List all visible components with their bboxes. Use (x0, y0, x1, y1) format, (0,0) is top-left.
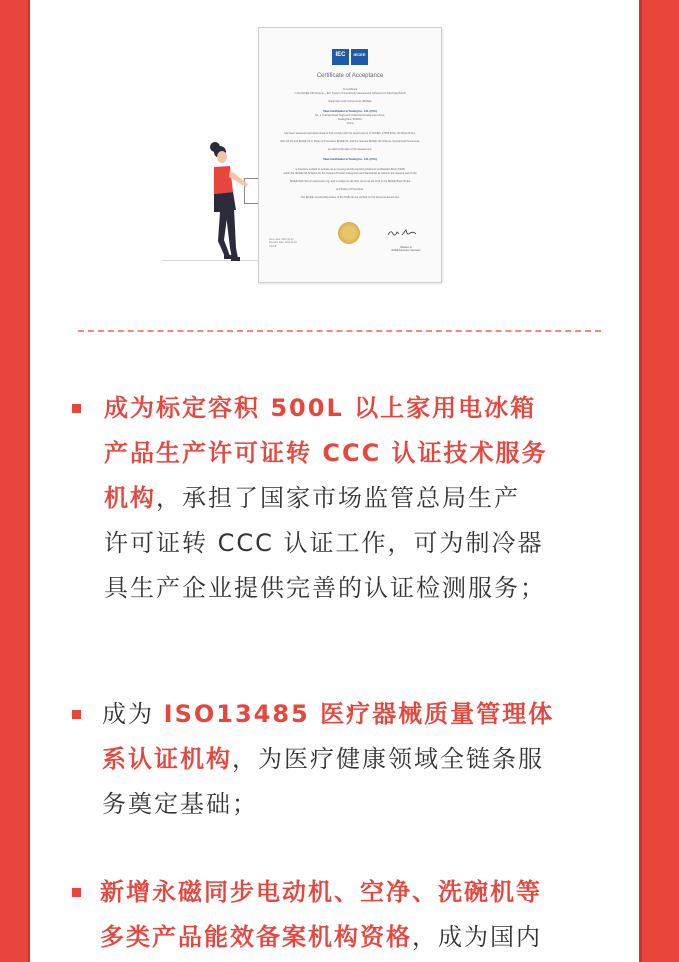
cert-assess-1: has been assessed and determined to fully comply with the requirements of ISO/IEC 17065:2012, the Basic Rules, (284, 132, 416, 135)
cert-entitle-1: is therefore entitled to operate as an Issuing and Recognizing National Certification Body (NCB) (295, 168, 405, 171)
highlight-text: 成为标定容积 500L 以上家用电冰箱 (104, 394, 537, 422)
cert-line-2: in the IECEE CB Scheme – IEC System of Conformity Assessment Schemes for Electrotechnical (294, 92, 406, 95)
text-line (102, 737, 622, 782)
cert-entitle-4: and Rules of Procedure. (336, 188, 364, 191)
signature-icon (387, 228, 417, 238)
list-item (100, 870, 620, 960)
body-text: 许可证转 CCC 认证工作，可为制冷器 (104, 529, 544, 557)
cert-signer: Weiwei Liu (400, 246, 412, 249)
body-text: 具生产企业提供完善的认证检测服务； (104, 574, 546, 602)
cert-signer-role: IECEE Executive Secretary (391, 249, 421, 253)
cert-company-2: Vkan Certification & Testing Co., Ltd. (CVC) (323, 158, 377, 161)
body-text: ，承担了国家市场监管总局生产 (156, 484, 520, 512)
text-line (104, 521, 614, 566)
iec-logo-left: IEC (332, 49, 349, 65)
iecee-logo-right: IECEE (351, 49, 368, 65)
cert-address-2: Guangzhou, 510663, (337, 118, 363, 121)
body-text: 成为 (102, 700, 164, 728)
bullet-icon (72, 710, 81, 719)
cert-footer-right (381, 246, 431, 253)
certificate-illustration (160, 20, 460, 290)
list-item (102, 692, 622, 827)
text-line (104, 431, 614, 476)
body-text: ，为医疗健康领域全链条服 (232, 745, 544, 773)
cert-assess-3: as valid at the date of the assessment. (327, 148, 373, 151)
bullet-icon (72, 404, 81, 413)
cert-entitle-3: IECEE Web Site at www.iecee.org, and is subject to all other terms as set forth in the IECEE Basic Rules (289, 180, 411, 183)
text-line (104, 386, 614, 431)
highlight-text: 机构 (104, 484, 156, 512)
text-line (100, 915, 620, 960)
bullet-icon (72, 888, 81, 897)
cert-assess-2: IEC-CA-01 and IECEE 01-3, Rules of Procedure IECEE 02, and the relevant IECEE OD Scheme Operational Documents (280, 140, 420, 143)
text-line (102, 782, 622, 827)
cert-revision-date: Revision date: 2021-11-10 (269, 241, 297, 245)
cert-issue-date: Issue date: 2021-11-10 (269, 238, 294, 241)
list-item (104, 386, 614, 611)
highlight-text: ISO13485 医疗器械质量管理体 (163, 700, 555, 728)
iec-logo (332, 49, 368, 65)
text-line (104, 566, 614, 611)
body-text: ，成为国内 (412, 923, 542, 951)
cert-address-1: No. 1 Yuehuiji Road, High-tech Industrial Development Zone, (314, 114, 386, 117)
certificate (258, 27, 442, 283)
highlight-text: 多类产品能效备案机构资格 (100, 923, 412, 951)
cert-line-3: Equipment and Components (IECEE) (328, 100, 372, 103)
right-border (639, 0, 679, 962)
left-border (0, 0, 28, 962)
text-line (100, 870, 620, 915)
cert-address-3: China (346, 122, 354, 125)
cert-validity: The IECEE membership status of the NCB can be verified on the aforementioned site. (300, 196, 400, 199)
highlight-text: 产品生产许可证转 CCC 认证技术服务 (104, 439, 548, 467)
cert-ref: CA/CB (269, 244, 277, 248)
cert-footer-left (269, 238, 309, 248)
highlight-text: 新增永磁同步电动机、空净、洗碗机等 (100, 878, 542, 906)
text-line (102, 692, 622, 737)
text-line (104, 476, 614, 521)
highlight-text: 系认证机构 (102, 745, 232, 773)
person-figure (200, 140, 252, 264)
certificate-title: Certificate of Acceptance (316, 73, 384, 79)
body-text: 务奠定基础； (102, 790, 258, 818)
cert-line-1: To certificate (342, 88, 358, 91)
cert-company: Vkan Certification & Testing Co., Ltd. (CVC) (323, 110, 377, 113)
gold-seal (338, 222, 360, 244)
dashed-divider (78, 330, 601, 332)
cert-entitle-2: within the IECEE CB Scheme for the Scopes (Product Categories and Standards) as listed in the relevant part of the (283, 172, 417, 175)
